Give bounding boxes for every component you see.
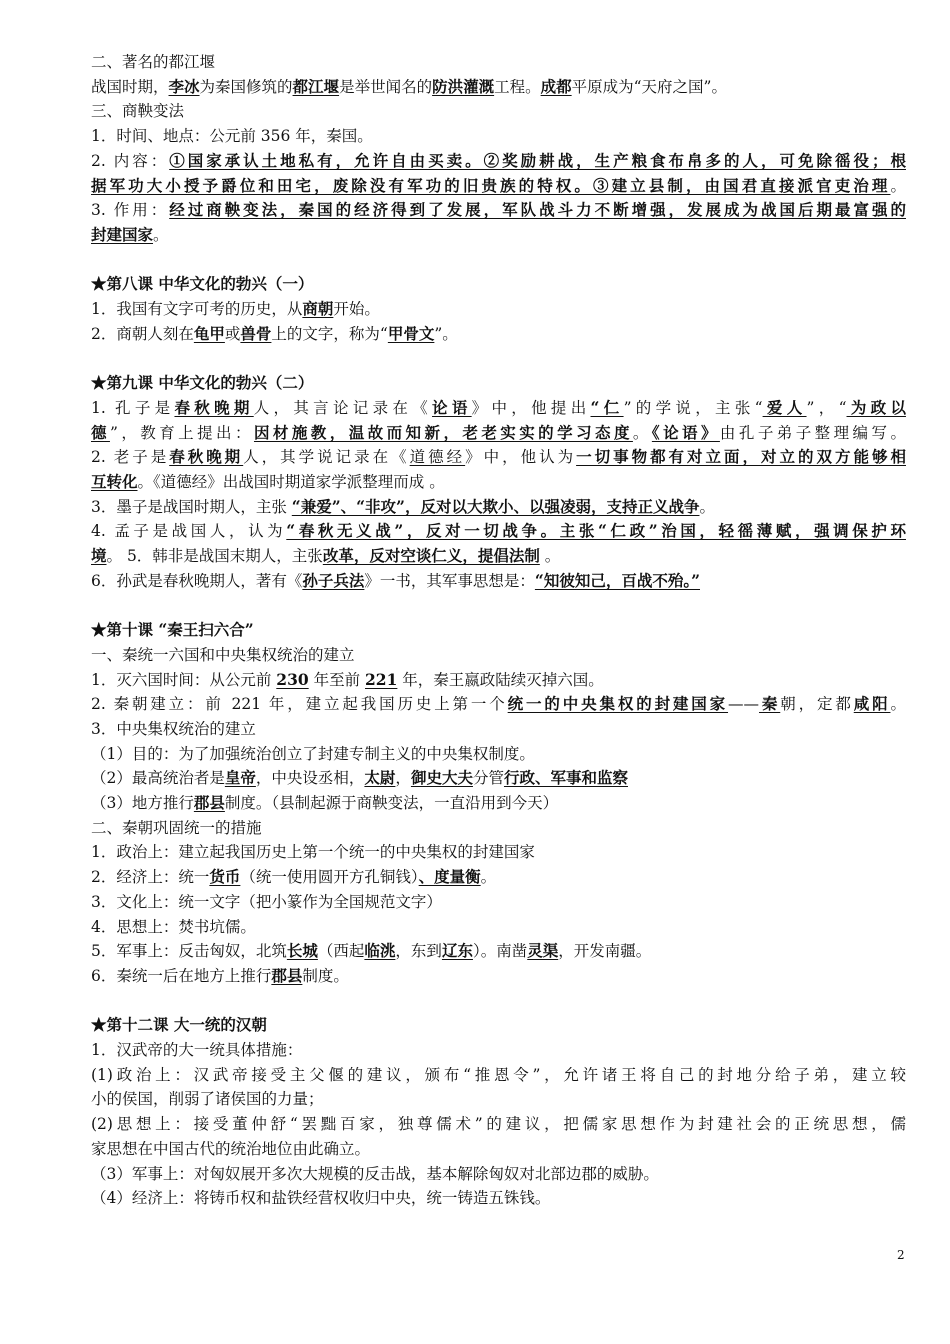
text-segment: 5．军事上：反击匈奴，北筑 — [91, 942, 287, 961]
key-term: 、度量衡 — [418, 867, 481, 887]
text-segment: 。 — [153, 225, 169, 244]
text-segment: 是举世闻名的 — [339, 77, 433, 96]
lesson-10-item-1 — [91, 668, 906, 693]
lesson-10-measure-1 — [91, 840, 906, 865]
lesson-9-mencius-1 — [91, 519, 906, 544]
text-segment: 朝，定都 — [780, 695, 854, 714]
text-segment: (1)政治上：汉武帝接受主父偃的建议，颁布“推恩令”，允许诸王将自己的封地分给子弟，建立较 — [91, 1065, 906, 1084]
key-term: 221 — [365, 669, 398, 689]
key-term: 春秋晚期 — [169, 447, 244, 467]
dujiangyan-text — [91, 75, 906, 100]
text-segment: ★第十课 “秦王扫六合” — [91, 620, 254, 640]
key-term: 太尉 — [364, 768, 396, 788]
text-segment: 2. 老子是 — [91, 448, 170, 467]
text-segment: 人，其学说记录在《 — [243, 448, 410, 467]
lesson-10-item-3-3 — [91, 791, 906, 816]
text-segment: （统一使用圆开方孔铜钱） — [240, 868, 419, 887]
lesson-10-measure-5 — [91, 939, 906, 964]
text-segment: 分管 — [472, 769, 504, 788]
key-term: 都江堰 — [292, 76, 340, 96]
key-term: 皇帝 — [224, 768, 256, 788]
text-segment: 工程。 — [494, 77, 541, 96]
lesson-9-mozi — [91, 495, 906, 520]
text-segment: 1．政治上：建立起我国历史上第一个统一的中央集权的封建国家 — [91, 843, 535, 862]
text-segment: 。《道德经》出战国时期道家学派整理而成 。 — [137, 472, 445, 491]
text-segment: ★第十二课 大一统的汉朝 — [91, 1015, 267, 1035]
text-segment: ）。南凿 — [472, 942, 528, 961]
text-segment: 。 — [632, 423, 652, 442]
text-segment: （3）军事上：对匈奴展开多次大规模的反击战，基本解除匈奴对北部边郡的威胁。 — [91, 1164, 659, 1183]
text-segment: 。 5．韩非是战国末期人，主张 — [106, 547, 323, 566]
key-term: 防洪灌溉 — [432, 76, 495, 96]
shangyang-content-1 — [91, 149, 906, 174]
text-segment: 制度。（县制起源于商鞅变法，一直沿用到今天） — [224, 794, 559, 813]
key-term: 长城 — [286, 941, 318, 961]
key-term: 一切事物都有对立面，对立的双方能够相 — [576, 447, 906, 467]
shangyang-effect-1 — [91, 198, 906, 223]
key-term: 封建国家 — [91, 224, 154, 244]
text-segment: 》中，他认为 — [465, 448, 577, 467]
lesson-10-part-2 — [91, 816, 906, 841]
key-term: “春秋无义战”，反对一切战争。主张“仁政”治国，轻徭薄赋，强调保护环 — [286, 521, 906, 541]
text-segment: 2. 内容： — [91, 151, 170, 170]
text-segment: （3）地方推行 — [91, 794, 194, 813]
shangyang-effect-2 — [91, 223, 906, 248]
lesson-12-military — [91, 1162, 906, 1187]
key-term: 230 — [276, 669, 309, 689]
text-segment: 。 — [890, 176, 906, 195]
key-term: 秦 — [759, 694, 781, 714]
text-segment: 3．墨子是战国时期人，主张 — [91, 497, 292, 516]
text-segment: 二、秦朝巩固统一的措施 — [91, 818, 262, 837]
text-segment: 4. 孟子是战国人，认为 — [91, 522, 287, 541]
text-segment: 开始。 — [333, 300, 380, 319]
key-term: 李冰 — [168, 76, 200, 96]
text-segment: 1. 孔子是 — [91, 398, 175, 417]
key-term: 统一的中央集权的封建国家 — [507, 694, 729, 714]
text-segment: 3．中央集权统治的建立 — [91, 719, 256, 738]
text-segment: （1）目的：为了加强统治创立了封建专制主义的中央集权制度。 — [91, 744, 535, 763]
key-term: 境 — [91, 546, 107, 566]
text-segment: ”，教育上提出： — [109, 423, 254, 442]
text-segment: 为秦国修筑的 — [199, 77, 293, 96]
lesson-8-item-1 — [91, 297, 906, 322]
lesson-10-part-1 — [91, 643, 906, 668]
text-segment: 1．灭六国时间：从公元前 — [91, 670, 277, 689]
text-segment: 三、商鞅变法 — [91, 102, 185, 121]
text-segment: 人，其言论记录在《 — [253, 398, 433, 417]
key-term: 论语 — [432, 397, 472, 417]
text-segment: 2．经济上：统一 — [91, 868, 210, 887]
lesson-10-measure-4 — [91, 915, 906, 940]
key-term: 商朝 — [302, 299, 334, 319]
key-term: 兽骨 — [240, 323, 272, 343]
key-term: 孙子兵法 — [302, 570, 365, 590]
key-term: 辽东 — [441, 941, 473, 961]
text-segment: ， — [395, 769, 411, 788]
text-segment: 由孔子弟子整理编写。 — [719, 423, 906, 442]
lesson-9-title — [91, 371, 906, 396]
text-segment: ”，“ — [806, 398, 847, 417]
key-term: 灵渠 — [527, 941, 559, 961]
text-segment: 2．商朝人刻在 — [91, 324, 194, 343]
document-page — [91, 50, 906, 1211]
shangyang-content-2 — [91, 174, 906, 199]
text-segment: 或 — [224, 324, 241, 343]
key-term: ①国家承认土地私有，允许自由买卖。②奖励耕战，生产粮食布帛多的人，可免除徭役；根 — [169, 150, 906, 170]
text-segment: 》中，他提出 — [471, 398, 591, 417]
key-term: 春秋晚期 — [174, 397, 254, 417]
lesson-10-measure-6 — [91, 964, 906, 989]
lesson-9-confucius-1 — [91, 396, 906, 421]
key-term: “兼爱”、“非攻”，反对以大欺小、以强凌弱，支持正义战争 — [291, 496, 700, 516]
text-segment: （2）最高统治者是 — [91, 769, 225, 788]
text-segment: （4）经济上：将铸币权和盐铁经营权收归中央，统一铸造五铢钱。 — [91, 1189, 551, 1208]
key-term: 郡县 — [193, 793, 225, 813]
text-segment: 。 — [539, 547, 561, 566]
lesson-10-item-3-1 — [91, 742, 906, 767]
section-dujiangyan-title — [91, 50, 906, 75]
key-term: “知彼知己，百战不殆。” — [534, 570, 700, 590]
text-segment: ”的学说，主张“ — [623, 398, 763, 417]
key-term: 改革，反对空谈仁义，提倡法制 — [322, 546, 540, 566]
key-term: 行政、军事和监察 — [503, 768, 628, 788]
lesson-12-political-1 — [91, 1063, 906, 1088]
lesson-12-item-1 — [91, 1038, 906, 1063]
lesson-9-sunwu — [91, 569, 906, 594]
text-segment: 4．思想上：焚书坑儒。 — [91, 917, 256, 936]
key-term: 互转化 — [91, 471, 138, 491]
key-term: 道德经 — [409, 448, 466, 467]
blank-line — [91, 248, 906, 273]
text-segment: 制度。 — [302, 966, 349, 985]
text-segment: 家思想在中国古代的统治地位由此确立。 — [91, 1139, 371, 1158]
text-segment: 年至前 — [308, 670, 366, 689]
text-segment: 1．汉武帝的大一统具体措施： — [91, 1041, 303, 1060]
lesson-12-thought-1 — [91, 1112, 906, 1137]
blank-line — [91, 989, 906, 1014]
text-segment: 1．时间、地点：公元前 356 年，秦国。 — [91, 127, 373, 146]
key-term: 龟甲 — [193, 323, 225, 343]
key-term: 御史大夫 — [410, 768, 473, 788]
key-term: 经过商鞅变法，秦国的经济得到了发展，军队战斗力不断增强，发展成为战国后期最富强的 — [169, 200, 906, 220]
lesson-10-item-3-2 — [91, 766, 906, 791]
key-term: 爱人 — [762, 397, 807, 417]
text-segment: 6．孙武是春秋晚期人，著有《 — [91, 571, 303, 590]
text-segment: 。 — [890, 695, 906, 714]
lesson-10-item-2 — [91, 692, 906, 717]
text-segment: 。 — [699, 497, 715, 516]
text-segment: ，东到 — [395, 942, 442, 961]
text-segment: ★第九课 中华文化的勃兴（二） — [91, 373, 314, 393]
text-segment: 2. 秦朝建立：前 221 年，建立起我国历史上第一个 — [91, 695, 508, 714]
text-segment: ”。 — [434, 324, 458, 343]
page-number: 2 — [897, 1248, 905, 1262]
lesson-9-laozi-1 — [91, 445, 906, 470]
lesson-8-title — [91, 272, 906, 297]
text-segment: 。 — [480, 868, 497, 887]
key-term: 甲骨文 — [387, 323, 435, 343]
lesson-12-title — [91, 1013, 906, 1038]
lesson-9-confucius-2 — [91, 421, 906, 446]
section-shangyang-title — [91, 99, 906, 124]
text-segment: 3．文化上：统一文字（把小篆作为全国规范文字） — [91, 892, 442, 911]
text-segment: ，开发南疆。 — [558, 942, 652, 961]
blank-line — [91, 593, 906, 618]
shangyang-time — [91, 124, 906, 149]
key-term: 据军功大小授予爵位和田宅，废除没有军功的旧贵族的特权。③建立县制，由国君直接派官吏治理 — [91, 175, 891, 195]
key-term: “仁 — [590, 397, 624, 417]
text-segment: 3. 作用： — [91, 201, 170, 220]
key-term: 临洮 — [364, 941, 396, 961]
text-segment: 平原成为“天府之国”。 — [571, 77, 727, 96]
text-segment: (2)思想上：接受董仲舒“罢黜百家，独尊儒术”的建议，把儒家思想作为封建社会的正统思想，儒 — [91, 1115, 906, 1134]
lesson-10-item-3 — [91, 717, 906, 742]
lesson-12-political-2 — [91, 1087, 906, 1112]
key-term: 德 — [91, 422, 110, 442]
text-segment: 二、著名的都江堰 — [91, 53, 216, 71]
lesson-10-measure-2 — [91, 865, 906, 890]
key-term: 咸阳 — [853, 694, 891, 714]
text-segment: —— — [728, 695, 760, 714]
text-segment: 小的侯国，削弱了诸侯国的力量； — [91, 1090, 324, 1109]
text-segment: 上的文字，称为“ — [271, 324, 388, 343]
text-segment: ，中央设丞相， — [255, 769, 365, 788]
text-segment: 》一书，其军事思想是： — [364, 571, 535, 590]
text-segment: ★第八课 中华文化的勃兴（一） — [91, 274, 314, 294]
lesson-9-mencius-2 — [91, 544, 906, 569]
lesson-12-thought-2 — [91, 1137, 906, 1162]
key-term: 郡县 — [271, 965, 303, 985]
blank-line — [91, 346, 906, 371]
lesson-10-measure-3 — [91, 890, 906, 915]
lesson-9-laozi-2 — [91, 470, 906, 495]
key-term: 货币 — [209, 867, 241, 887]
text-segment: （西起 — [317, 942, 365, 961]
text-segment: 一、秦统一六国和中央集权统治的建立 — [91, 645, 355, 664]
key-term: 成都 — [540, 76, 572, 96]
key-term: 因材施教，温故而知新，老老实实的学习态度 — [253, 422, 633, 442]
text-segment: 6．秦统一后在地方上推行 — [91, 966, 272, 985]
lesson-10-title — [91, 618, 906, 643]
key-term: 为政以 — [846, 397, 906, 417]
text-segment: 年，秦王嬴政陆续灭掉六国。 — [397, 670, 604, 689]
lesson-8-item-2 — [91, 322, 906, 347]
lesson-12-economy — [91, 1186, 906, 1211]
key-term: 《论语》 — [651, 422, 720, 442]
text-segment: 1．我国有文字可考的历史，从 — [91, 300, 303, 319]
text-segment: 战国时期， — [91, 77, 169, 96]
